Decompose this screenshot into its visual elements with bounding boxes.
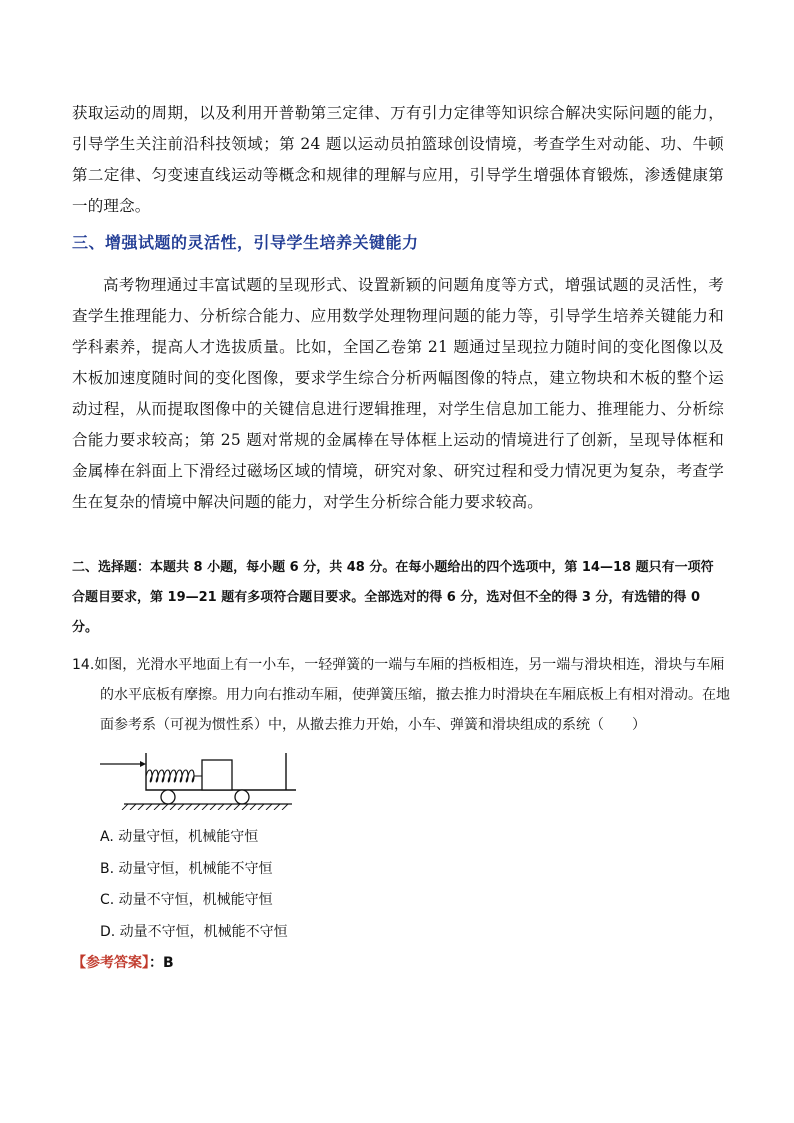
cart-spring-diagram (96, 748, 296, 810)
answer-label: 【参考答案】 (72, 955, 149, 971)
section-heading: 三、增强试题的灵活性，引导学生培养关键能力 (72, 233, 419, 252)
ground-hatching (122, 804, 288, 810)
paragraph-text: 高考物理通过丰富试题的呈现形式、设置新颖的问题角度等方式，增强试题的灵活性，考查学生推理能力、分析综合能力、应用数学处理物理问题的能力等，引导学生培养关键能力和学科素养，提高人才选拔质量。比如，全国乙卷第 21 题通过呈现拉力随时间的变化图像以及木板加速度随时间的变化图像，要求学生综合分析两幅图像的特点，建立物块和木板的整个运动过程，从而提取图像中的关键信息进行逻辑推理，对学生信息加工能力、推理能力、分析综合能力要求较高；第 25 题对常规的金属棒在导体框上运动的情境进行了创新，呈现导体框和金属棒在斜面上下滑经过磁场区域的情境，研究对象、研究过程和受力情况更为复杂，考查学生在复杂的情境中解决问题的能力，对学生分析综合能力要求较高。 (72, 276, 724, 511)
right-wheel (235, 790, 249, 804)
option-d: D. 动量不守恒，机械能不守恒 (100, 923, 288, 940)
choice-section-instructions: 二、选择题：本题共 8 小题，每小题 6 分，共 48 分。在每小题给出的四个选项中，第 14—18 题只有一项符合题目要求，第 19—21 题有多项符合题目要求。全部选对的得 6 分，选对但不全的得 3 分，有选错的得 0 分。 (72, 560, 714, 635)
question-stem-line1: 14.如图，光滑水平地面上有一小车，一轻弹簧的一端与车厢的挡板相连，另一端与滑块相连，滑块与车厢 (72, 657, 725, 673)
option-a: A. 动量守恒，机械能守恒 (100, 829, 259, 845)
reference-answer (72, 952, 174, 972)
paragraph-continued (72, 98, 724, 222)
slider-block (202, 760, 232, 790)
answer-options (100, 822, 288, 948)
left-wheel (161, 790, 175, 804)
option-c: C. 动量不守恒，机械能守恒 (100, 892, 273, 908)
push-arrow-head (140, 761, 146, 767)
spring (146, 770, 202, 782)
question-stem-rest: 的水平底板有摩擦。用力向右推动车厢，使弹簧压缩，撤去推力时滑块在车厢底板上有相对滑动。在地面参考系（可视为惯性系）中，从撤去推力开始，小车、弹簧和滑块组成的系统（ ） (100, 687, 730, 733)
paragraph-main (72, 270, 724, 518)
question-14 (72, 650, 732, 740)
paragraph-text: 获取运动的周期，以及利用开普勒第三定律、万有引力定律等知识综合解决实际问题的能力，引导学生关注前沿科技领域；第 24 题以运动员拍篮球创设情境，考查学生对动能、功、牛顿第二定律、匀变速直线运动等概念和规律的理解与应用，引导学生增强体育锻炼，渗透健康第一的理念。 (72, 104, 724, 215)
option-b: B. 动量守恒，机械能不守恒 (100, 860, 273, 877)
answer-value: ：B (149, 955, 174, 971)
